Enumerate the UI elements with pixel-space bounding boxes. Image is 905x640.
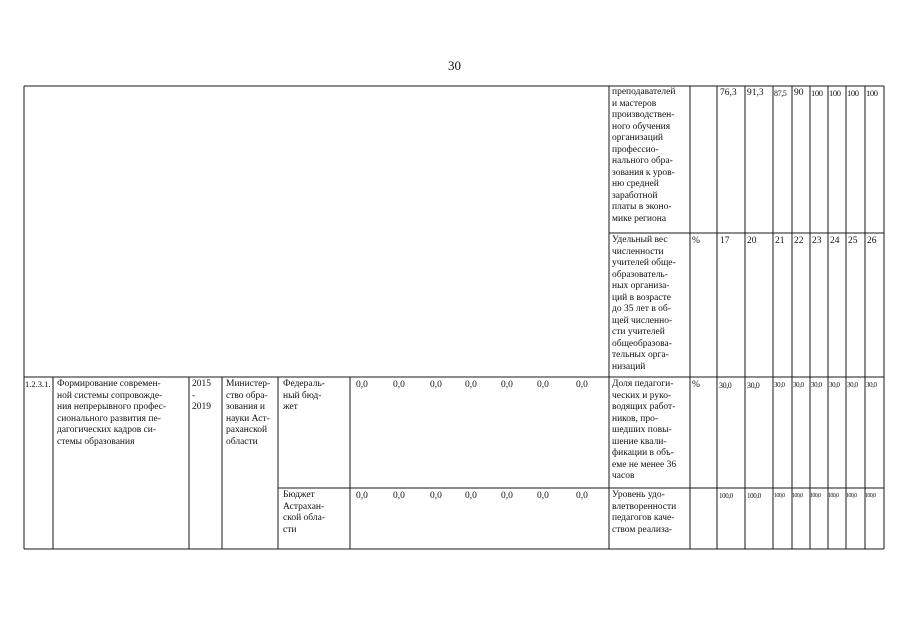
indicator-4-value-7: 100,0 <box>846 493 857 499</box>
indicator-4-value-5: 100,0 <box>810 493 821 499</box>
period: 2015 - 2019 <box>192 379 211 412</box>
indicator-3-value-4: 30,0 <box>793 381 804 389</box>
federal-amount-5: 0,0 <box>501 380 513 390</box>
indicator-2-value-5: 23 <box>812 236 822 246</box>
indicator-2-value-6: 24 <box>830 236 840 246</box>
indicator-1-value-2: 91,3 <box>747 88 764 98</box>
indicator-4-value-1: 100,0 <box>719 492 733 500</box>
indicator-3-unit: % <box>692 380 700 390</box>
indicator-4-value-4: 100,0 <box>792 493 803 499</box>
indicator-2-unit: % <box>692 236 700 246</box>
executor: Министер- ство обра- зования и науки Аст- раханской области <box>226 379 271 447</box>
page-number: 30 <box>448 58 461 73</box>
federal-amount-2: 0,0 <box>393 380 405 390</box>
regional-amount-7: 0,0 <box>576 491 588 501</box>
funding-source-regional: Бюджет Астрахан- ской обла- сти <box>283 490 326 535</box>
regional-amount-2: 0,0 <box>393 491 405 501</box>
regional-amount-1: 0,0 <box>356 491 368 501</box>
activity-name: Формирование современ- ной системы сопровожде- ния непрерывного профес- сионального развития пе- дагогических кадров си- стемы образования <box>57 379 167 447</box>
indicator-3-value-2: 30,0 <box>747 381 760 390</box>
indicator-3-value-6: 30,0 <box>829 381 840 389</box>
federal-amount-3: 0,0 <box>430 380 442 390</box>
indicator-2-value-2: 20 <box>747 236 757 246</box>
indicator-2-value-1: 17 <box>720 236 730 246</box>
indicator-3-name: Доля педагоги- ческих и руко- водящих работ- ников, про- шедших повы- шение квали- фикации в объ- еме не менее 36 часов <box>612 379 677 481</box>
indicator-2-name: Удельный вес численности учителей обще- образователь- ных организа- ций в возрасте до 35 лет в об- щей численно- сти учителей общеобразова- тельных орга- низаций <box>612 235 676 372</box>
indicator-1-value-8: 100 <box>866 88 878 98</box>
indicator-3-value-7: 30,0 <box>847 381 858 389</box>
row-code: 1.2.3.1. <box>25 379 51 389</box>
funding-source-federal: Федераль- ный бюд- жет <box>283 379 325 412</box>
indicator-3-value-5: 30,0 <box>811 381 822 389</box>
indicator-1-value-1: 76,3 <box>720 88 737 98</box>
indicator-2-value-3: 21 <box>775 236 785 246</box>
federal-amount-1: 0,0 <box>356 380 368 390</box>
indicator-1-value-7: 100 <box>847 88 859 98</box>
indicator-3-value-8: 30,0 <box>866 381 877 389</box>
federal-amount-6: 0,0 <box>537 380 549 390</box>
indicator-4-value-8: 100,0 <box>865 493 876 499</box>
federal-amount-4: 0,0 <box>465 380 477 390</box>
regional-amount-4: 0,0 <box>465 491 477 501</box>
indicator-1-value-6: 100 <box>829 88 841 98</box>
regional-amount-6: 0,0 <box>537 491 549 501</box>
indicator-4-value-3: 100,0 <box>774 493 785 499</box>
regional-amount-3: 0,0 <box>430 491 442 501</box>
indicator-4-name: Уровень удо- влетворенности педагогов каче- ством реализа- <box>612 490 677 535</box>
indicator-1-value-5: 100 <box>811 88 823 98</box>
indicator-1-value-3: 87,5 <box>774 89 787 98</box>
indicator-4-value-6: 100,0 <box>828 493 839 499</box>
indicator-1-value-4: 90 <box>794 88 804 98</box>
regional-amount-5: 0,0 <box>501 491 513 501</box>
indicator-1-name: преподавателей и мастеров производствен- ного обучения организаций профессио- нального обра- зования к уров- ню средней заработной платы в эконо- мике региона <box>612 87 676 224</box>
federal-amount-7: 0,0 <box>576 380 588 390</box>
indicator-2-value-8: 26 <box>867 236 877 246</box>
indicator-2-value-4: 22 <box>794 236 804 246</box>
indicator-2-value-7: 25 <box>848 236 858 246</box>
indicator-3-value-1: 30,0 <box>719 381 732 390</box>
indicator-3-value-3: 30,0 <box>774 381 785 389</box>
indicator-4-value-2: 100,0 <box>747 492 761 500</box>
